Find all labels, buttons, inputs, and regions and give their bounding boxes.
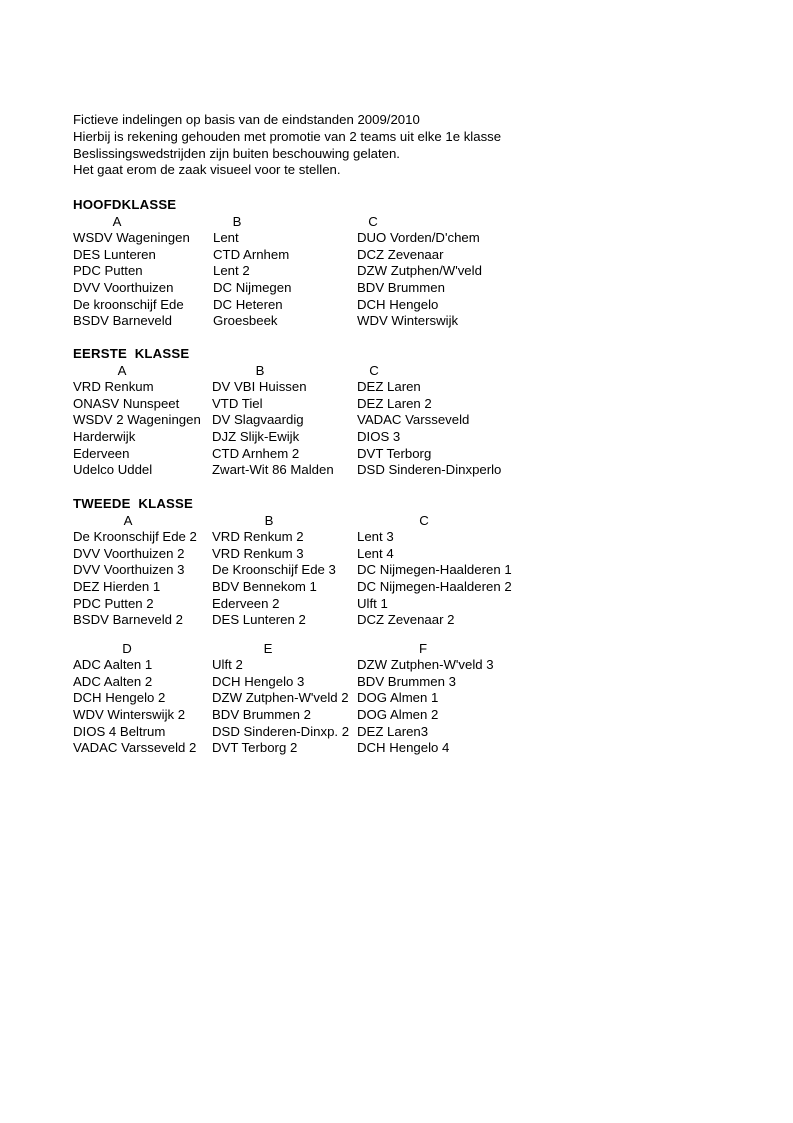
column-c [357,213,557,330]
team-list [73,657,212,757]
team-entry: DC Nijmegen-Haalderen 1 [357,562,512,578]
column-header: C [369,363,379,378]
team-entry: DVT Terborg [357,445,432,461]
team-entry: PDC Putten 2 [73,595,154,611]
team-entry: DCH Hengelo 3 [212,673,305,689]
team-entry: DCZ Zevenaar [357,246,444,262]
team-entry: CTD Arnhem 2 [212,445,300,461]
team-entry: DOG Almen 1 [357,690,439,706]
section-tweede-klasse-def [73,640,733,760]
team-entry: DEZ Laren 2 [357,395,432,411]
team-entry: DV Slagvaardig [212,412,304,428]
section-columns [73,213,733,333]
team-entry: BSDV Barneveld 2 [73,612,183,628]
team-entry: Lent 2 [213,263,250,279]
team-list [73,379,212,479]
team-entry: DES Lunteren [73,246,156,262]
team-entry: VADAC Varsseveld [357,412,470,428]
team-entry: DES Lunteren 2 [212,612,306,628]
team-list [357,379,577,479]
section-title: HOOFDKLASSE [73,197,177,212]
team-entry: DVV Voorthuizen 3 [73,562,185,578]
team-entry: VRD Renkum 2 [212,529,304,544]
column-f [357,640,577,757]
team-entry: DZW Zutphen-W'veld 2 [212,690,349,706]
team-entry: DCZ Zevenaar 2 [357,612,455,628]
team-entry: DEZ Hierden 1 [73,579,161,595]
team-entry: DVV Voorthuizen 2 [73,545,185,561]
team-entry: DCH Hengelo 4 [357,740,450,756]
team-entry: De Kroonschijf Ede 3 [212,562,336,578]
section-title: TWEEDE KLASSE [73,496,194,511]
team-entry: Lent 4 [357,545,394,561]
intro-line: Fictieve indelingen op basis van de eindstanden 2009/2010 [73,112,420,127]
column-c [357,512,577,629]
column-header: B [255,363,265,378]
team-entry: DJZ Slijk-Ewijk [212,429,300,445]
column-header: B [264,513,274,528]
section-title: EERSTE KLASSE [73,346,190,361]
team-entry: WDV Winterswijk 2 [73,707,186,723]
team-entry: ONASV Nunspeet [73,395,180,411]
team-entry: WSDV Wageningen [73,230,190,245]
team-entry: De kroonschijf Ede [73,296,184,312]
intro-line: Beslissingswedstrijden zijn buiten beschouwing gelaten. [73,145,400,161]
team-entry: DC Nijmegen [213,280,292,296]
team-list [212,529,357,629]
column-a [73,362,212,479]
team-list [73,230,213,330]
team-entry: DSD Sinderen-Dinxperlo [357,462,502,478]
column-header: E [263,641,273,656]
column-d [73,640,212,757]
team-list [212,657,357,757]
column-b [212,512,357,629]
team-entry: DIOS 3 [357,429,401,445]
team-entry: DV VBI Huissen [212,379,307,394]
team-entry: VRD Renkum [73,379,154,394]
column-a [73,213,213,330]
team-entry: DEZ Laren [357,379,421,394]
team-entry: BDV Brummen 2 [212,707,311,723]
team-entry: Ulft 2 [212,657,243,672]
team-entry: ADC Aalten 2 [73,673,153,689]
team-entry: DC Nijmegen-Haalderen 2 [357,579,512,595]
team-entry: DCH Hengelo [357,296,439,312]
team-entry: VTD Tiel [212,395,263,411]
team-list [212,379,357,479]
team-entry: DSD Sinderen-Dinxp. 2 [212,723,350,739]
team-entry: DUO Vorden/D'chem [357,230,480,245]
intro-line: Het gaat erom de zaak visueel voor te stellen. [73,162,341,178]
column-header: B [232,214,242,229]
column-header: C [419,513,429,528]
column-b [213,213,357,330]
team-entry: Ederveen [73,445,130,461]
team-list [357,657,577,757]
team-entry: VRD Renkum 3 [212,545,304,561]
team-entry: DOG Almen 2 [357,707,439,723]
section-columns [73,640,733,760]
column-header: A [123,513,133,528]
team-entry: Harderwijk [73,429,136,445]
intro-paragraph [73,112,501,179]
team-entry: VADAC Varsseveld 2 [73,740,197,756]
team-entry: BDV Brummen 3 [357,673,456,689]
column-header: A [112,214,122,229]
team-entry: DVV Voorthuizen [73,280,174,296]
team-entry: DC Heteren [213,296,283,312]
team-entry: DZW Zutphen-W'veld 3 [357,657,494,672]
team-entry: ADC Aalten 1 [73,657,153,672]
team-entry: Udelco Uddel [73,462,153,478]
team-entry: Ederveen 2 [212,595,280,611]
team-entry: CTD Arnhem [213,246,290,262]
column-a [73,512,212,629]
team-entry: Lent [213,230,239,245]
section-columns [73,362,733,482]
column-header: D [122,641,132,656]
section-hoofdklasse [73,196,733,333]
team-entry: Lent 3 [357,529,394,544]
team-entry: BDV Brummen [357,280,445,296]
team-list [357,529,577,629]
team-list [357,230,557,330]
team-entry: DZW Zutphen/W'veld [357,263,482,279]
team-entry: De Kroonschijf Ede 2 [73,529,197,544]
team-entry: BSDV Barneveld [73,313,172,329]
column-b [212,362,357,479]
section-eerste-klasse [73,345,733,482]
section-tweede-klasse [73,495,733,632]
column-header: C [368,214,378,229]
team-entry: WDV Winterswijk [357,313,459,329]
intro-line: Hierbij is rekening gehouden met promotie van 2 teams uit elke 1e klasse [73,128,502,144]
column-e [212,640,357,757]
team-entry: Zwart-Wit 86 Malden [212,462,334,478]
team-list [213,230,357,330]
team-entry: DVT Terborg 2 [212,740,298,756]
team-entry: PDC Putten [73,263,143,279]
team-list [73,529,212,629]
team-entry: BDV Bennekom 1 [212,579,317,595]
team-entry: DEZ Laren3 [357,723,429,739]
team-entry: Groesbeek [213,313,278,329]
column-c [357,362,577,479]
team-entry: WSDV 2 Wageningen [73,412,201,428]
team-entry: DIOS 4 Beltrum [73,723,166,739]
team-entry: DCH Hengelo 2 [73,690,166,706]
column-header: A [117,363,127,378]
section-columns [73,512,733,632]
team-entry: Ulft 1 [357,595,388,611]
column-header: F [418,641,428,656]
